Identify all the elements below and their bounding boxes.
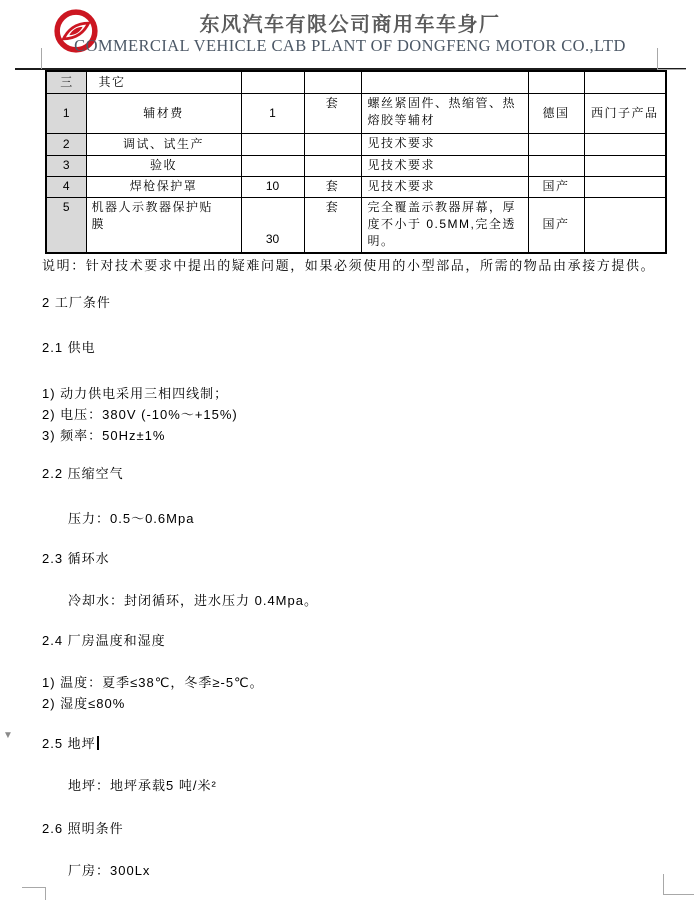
row-qty: 30 bbox=[241, 197, 304, 253]
section-index-cell: 三 bbox=[46, 71, 86, 93]
section-heading-2-4: 2.4 厂房温度和湿度 bbox=[42, 633, 166, 648]
table-note: 说明：针对技术要求中提出的疑难问题，如果必须使用的小型部品，所需的物品由承接方提供。 bbox=[42, 258, 656, 273]
margin-mark-bottom-right-v bbox=[663, 874, 664, 895]
section-heading-text: 2.5 地坪 bbox=[42, 736, 96, 751]
row-name: 验收 bbox=[86, 155, 241, 176]
margin-mark-top-left bbox=[41, 48, 42, 69]
row-name: 辅材费 bbox=[86, 93, 241, 133]
section-heading-2-5 bbox=[42, 733, 99, 752]
table-row bbox=[46, 176, 666, 197]
list-item: 2) 湿度≤80% bbox=[42, 696, 126, 711]
table-row bbox=[46, 197, 666, 253]
row-qty: 10 bbox=[241, 176, 304, 197]
table-row bbox=[46, 93, 666, 133]
row-name: 机器人示教器保护贴膜 bbox=[86, 197, 241, 253]
row-name: 焊枪保护罩 bbox=[86, 176, 241, 197]
list-item: 3) 频率：50Hz±1% bbox=[42, 428, 166, 443]
table-row bbox=[46, 155, 666, 176]
heading-collapse-triangle-icon[interactable]: ▼ bbox=[3, 730, 13, 741]
row-desc: 见技术要求 bbox=[361, 133, 528, 155]
materials-table bbox=[45, 70, 667, 254]
table-section-row bbox=[46, 71, 666, 93]
row-note: 西门子产品 bbox=[584, 93, 666, 133]
company-subtitle-en: COMMERCIAL VEHICLE CAB PLANT OF DONGFENG MOTOR CO.,LTD bbox=[74, 36, 626, 55]
section-heading-2-1: 2.1 供电 bbox=[42, 340, 96, 355]
row-no: 3 bbox=[46, 155, 86, 176]
row-no: 5 bbox=[46, 197, 86, 253]
row-desc: 见技术要求 bbox=[361, 176, 528, 197]
section-heading-2-6: 2.6 照明条件 bbox=[42, 821, 124, 836]
body-text: 厂房：300Lx bbox=[68, 863, 151, 878]
section-heading-2-2: 2.2 压缩空气 bbox=[42, 466, 124, 481]
row-desc: 完全覆盖示教器屏幕，厚度不小于 0.5MM,完全透明。 bbox=[361, 197, 528, 253]
section-name-cell: 其它 bbox=[86, 71, 241, 93]
margin-mark-bottom-left-h bbox=[22, 887, 46, 888]
row-desc: 螺丝紧固件、热缩管、热熔胶等辅材 bbox=[361, 93, 528, 133]
row-origin: 德国 bbox=[528, 93, 584, 133]
row-unit: 套 bbox=[304, 176, 361, 197]
row-qty: 1 bbox=[241, 93, 304, 133]
row-unit: 套 bbox=[304, 93, 361, 133]
body-text: 压力：0.5～0.6Mpa bbox=[68, 511, 195, 526]
row-origin: 国产 bbox=[528, 176, 584, 197]
text-cursor bbox=[97, 736, 99, 750]
list-item: 1) 动力供电采用三相四线制； bbox=[42, 386, 229, 401]
margin-mark-top-right-v bbox=[657, 48, 658, 69]
list-item: 2) 电压：380V (-10%～+15%) bbox=[42, 407, 238, 422]
row-origin: 国产 bbox=[528, 197, 584, 253]
body-text: 冷却水：封闭循环，进水压力 0.4Mpa。 bbox=[68, 593, 318, 608]
margin-mark-bottom-right-h bbox=[663, 894, 694, 895]
section-heading-2-3: 2.3 循环水 bbox=[42, 551, 110, 566]
row-no: 1 bbox=[46, 93, 86, 133]
company-title: 东风汽车有限公司商用车车身厂 bbox=[199, 14, 501, 36]
margin-mark-bottom-left-v bbox=[45, 887, 46, 900]
section-heading-2: 2 工厂条件 bbox=[42, 295, 111, 310]
row-no: 4 bbox=[46, 176, 86, 197]
row-desc: 见技术要求 bbox=[361, 155, 528, 176]
row-unit: 套 bbox=[304, 197, 361, 253]
row-no: 2 bbox=[46, 133, 86, 155]
list-item: 1) 温度：夏季≤38℃，冬季≥-5℃。 bbox=[42, 675, 264, 690]
table-row bbox=[46, 133, 666, 155]
row-name: 调试、试生产 bbox=[86, 133, 241, 155]
body-text: 地坪：地坪承载5 吨/米² bbox=[68, 778, 217, 793]
